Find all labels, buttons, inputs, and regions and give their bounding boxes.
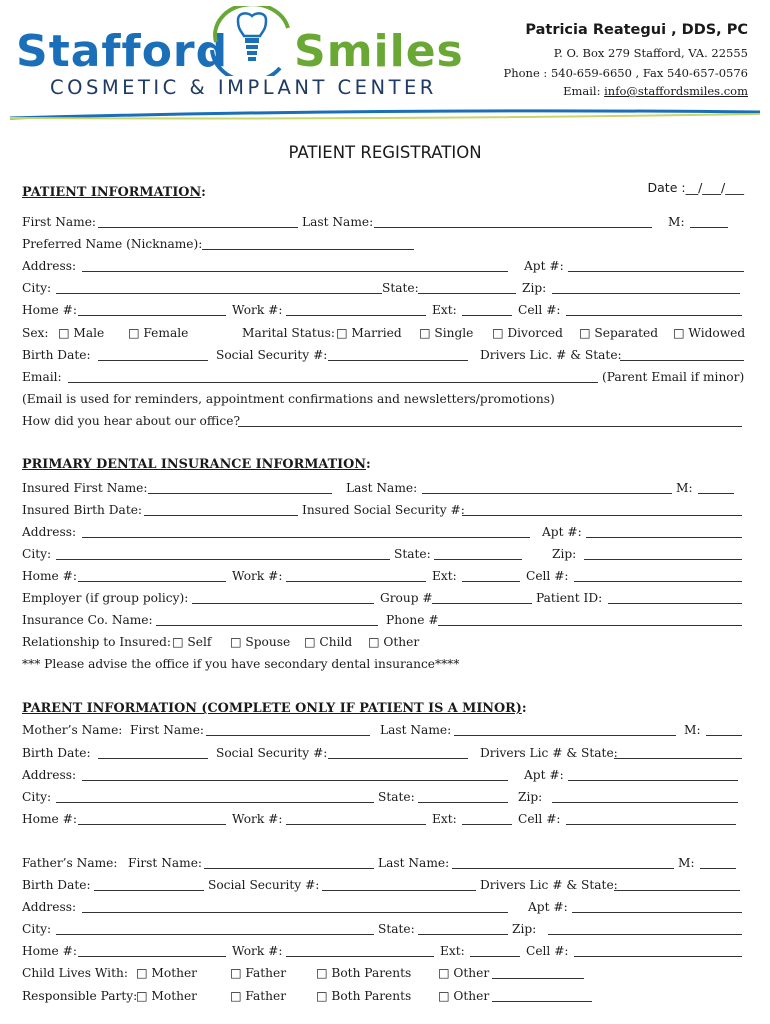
field-label: Marital Status: (242, 326, 336, 340)
field-label: Home #: (22, 303, 77, 317)
field-label: Insured Birth Date: (22, 503, 143, 517)
father-last-name-field[interactable] (452, 853, 674, 869)
row-address (22, 256, 748, 276)
patient-info-heading: PATIENT INFORMATION: (22, 185, 206, 200)
field-label: Relationship to Insured: (22, 635, 172, 649)
checkbox-widowed[interactable]: □ Widowed (673, 326, 746, 340)
birth-date-field[interactable] (98, 345, 208, 361)
zip-field[interactable] (552, 278, 740, 294)
field-label: Zip: (518, 790, 543, 804)
field-label: Home #: (22, 944, 77, 958)
field-label: Drivers Lic # & State: (480, 746, 618, 760)
mother-apt-field[interactable] (568, 765, 738, 781)
field-label: Home #: (22, 569, 77, 583)
field-label: Mother’s Name: (22, 723, 123, 737)
field-label: Address: (22, 900, 77, 914)
field-label: Insured First Name: (22, 481, 148, 495)
practice-email-line (563, 84, 748, 98)
field-label: Child Lives With: (22, 966, 128, 980)
field-label: Preferred Name (Nickname): (22, 237, 203, 251)
mother-city-field[interactable] (56, 787, 374, 803)
field-label: Insured Social Security #: (302, 503, 465, 517)
practice-address: P. O. Box 279 Stafford, VA. 22555 (553, 46, 748, 60)
city-field[interactable] (56, 278, 382, 294)
resp-other-field[interactable] (492, 986, 592, 1002)
row-responsible-party (22, 986, 748, 1006)
employer-field[interactable] (192, 588, 374, 604)
field-label: Last Name: (346, 481, 418, 495)
field-label: Social Security #: (216, 746, 328, 760)
row-child-lives-with (22, 963, 748, 983)
lives-other-field[interactable] (492, 963, 584, 979)
work-phone-field[interactable] (286, 300, 426, 316)
field-label: Last Name: (378, 856, 450, 870)
father-birth-field[interactable] (94, 875, 204, 891)
field-label: Patient ID: (536, 591, 603, 605)
field-label: Birth Date: (22, 878, 91, 892)
insured-cell-field[interactable] (574, 566, 742, 582)
mother-home-field[interactable] (78, 809, 226, 825)
father-mi-field[interactable] (700, 853, 736, 869)
row-insured-name (22, 478, 748, 498)
field-label: Work #: (232, 812, 283, 826)
row-mother-city (22, 787, 748, 807)
field-label: Cell #: (518, 812, 561, 826)
field-label: City: (22, 790, 52, 804)
mother-last-name-field[interactable] (454, 720, 676, 736)
field-label: Last Name: (380, 723, 452, 737)
header-swoosh (0, 106, 770, 136)
mother-mi-field[interactable] (706, 720, 742, 736)
father-license-field[interactable] (614, 875, 740, 891)
insured-first-name-field[interactable] (148, 478, 332, 494)
field-label: State: (378, 790, 415, 804)
row-father-name (22, 853, 748, 873)
field-label: Apt #: (542, 525, 582, 539)
father-home-field[interactable] (78, 941, 226, 957)
page-title: PATIENT REGISTRATION (288, 143, 482, 162)
father-city-field[interactable] (56, 919, 374, 935)
father-apt-field[interactable] (572, 897, 742, 913)
field-label: Group # (380, 591, 433, 605)
mother-first-name-field[interactable] (206, 720, 370, 736)
insured-work-field[interactable] (286, 566, 426, 582)
checkbox-married[interactable]: □ Married (336, 326, 402, 340)
insured-apt-field[interactable] (586, 522, 742, 538)
field-label: Ext: (440, 944, 465, 958)
field-label: Address: (22, 259, 77, 273)
insured-ssn-field[interactable] (462, 500, 742, 516)
field-label: City: (22, 922, 52, 936)
field-label: Address: (22, 525, 77, 539)
insured-home-field[interactable] (78, 566, 226, 582)
patient-id-field[interactable] (608, 588, 742, 604)
checkbox-lives-father[interactable]: □ Father (230, 966, 287, 980)
row-preferred-name (22, 234, 748, 254)
row-relationship (22, 632, 748, 652)
field-label: Work #: (232, 944, 283, 958)
checkbox-resp-both[interactable]: □ Both Parents (316, 989, 412, 1003)
checkbox-male[interactable]: □ Male (58, 326, 105, 340)
field-label: Drivers Lic # & State: (480, 878, 618, 892)
mother-zip-field[interactable] (552, 787, 738, 803)
mother-ssn-field[interactable] (328, 743, 468, 759)
checkbox-lives-mother[interactable]: □ Mother (136, 966, 197, 980)
mother-license-field[interactable] (614, 743, 742, 759)
logo (14, 6, 464, 106)
date-field[interactable]: Date :__/___/___ (647, 180, 744, 195)
last-name-field[interactable] (374, 212, 652, 228)
practice-name: Patricia Reategui , DDS, PC (525, 22, 748, 38)
field-label: M: (684, 723, 701, 737)
middle-initial-field[interactable] (690, 212, 728, 228)
field-label: Insurance Co. Name: (22, 613, 153, 627)
row-employer (22, 588, 748, 608)
field-label: Cell #: (526, 944, 569, 958)
field-label: Father’s Name: (22, 856, 118, 870)
address-field[interactable] (82, 256, 508, 272)
field-label: Work #: (232, 303, 283, 317)
field-label: Zip: (522, 281, 547, 295)
field-label: First Name: (130, 723, 205, 737)
row-insured-birth (22, 500, 748, 520)
row-father-address (22, 897, 748, 917)
apt-field[interactable] (568, 256, 744, 272)
field-label: Zip: (552, 547, 577, 561)
row-insurance-co (22, 610, 748, 630)
field-label: Work #: (232, 569, 283, 583)
field-label: Apt #: (524, 259, 564, 273)
insured-mi-field[interactable] (698, 478, 734, 494)
field-label: Ext: (432, 303, 457, 317)
row-father-city (22, 919, 748, 939)
field-label: Apt #: (528, 900, 568, 914)
mother-ext-field[interactable] (462, 809, 512, 825)
row-father-phones (22, 941, 748, 961)
field-label: State: (382, 281, 419, 295)
mother-state-field[interactable] (418, 787, 508, 803)
field-label: Social Security #: (216, 348, 328, 362)
checkbox-lives-both[interactable]: □ Both Parents (316, 966, 412, 980)
row-mother-birth (22, 743, 748, 763)
ext-field[interactable] (462, 300, 512, 316)
field-label: Apt #: (524, 768, 564, 782)
field-label: (Parent Email if minor) (602, 370, 745, 384)
row-insured-city (22, 544, 748, 564)
tooth-implant-icon (202, 6, 302, 76)
field-label: Sex: (22, 326, 49, 340)
father-cell-field[interactable] (574, 941, 742, 957)
row-mother-address (22, 765, 748, 785)
field-label: First Name: (128, 856, 203, 870)
first-name-field[interactable] (98, 212, 298, 228)
father-work-field[interactable] (286, 941, 434, 957)
row-sex-marital (22, 323, 748, 343)
mother-cell-field[interactable] (566, 809, 736, 825)
field-label: Cell #: (526, 569, 569, 583)
insured-city-field[interactable] (56, 544, 390, 560)
field-label: Ext: (432, 812, 457, 826)
row-father-birth (22, 875, 748, 895)
ssn-field[interactable] (328, 345, 468, 361)
row-referral (22, 411, 748, 431)
checkbox-separated[interactable]: □ Separated (579, 326, 659, 340)
row-mother-phones (22, 809, 748, 829)
father-address-field[interactable] (82, 897, 508, 913)
field-label: Employer (if group policy): (22, 591, 189, 605)
checkbox-resp-other[interactable]: □ Other (438, 989, 490, 1003)
checkbox-self[interactable]: □ Self (172, 635, 212, 649)
field-label: Address: (22, 768, 77, 782)
email-label: Email: (563, 84, 605, 98)
logo-word-stafford: Stafford (16, 26, 229, 77)
field-label: Email: (22, 370, 62, 384)
cell-field[interactable] (566, 300, 742, 316)
checkbox-other[interactable]: □ Other (368, 635, 420, 649)
parent-heading: PARENT INFORMATION (COMPLETE ONLY IF PATIENT IS A MINOR): (22, 701, 527, 716)
father-ssn-field[interactable] (322, 875, 476, 891)
field-label: Responsible Party: (22, 989, 138, 1003)
home-phone-field[interactable] (78, 300, 226, 316)
mother-work-field[interactable] (286, 809, 426, 825)
field-label: Drivers Lic. # & State: (480, 348, 622, 362)
email-link[interactable]: info@staffordsmiles.com (604, 84, 748, 98)
field-label: Ext: (432, 569, 457, 583)
checkbox-female[interactable]: □ Female (128, 326, 189, 340)
group-field[interactable] (432, 588, 532, 604)
field-label: City: (22, 281, 52, 295)
field-label: State: (394, 547, 431, 561)
email-field[interactable] (68, 367, 598, 383)
row-mother-name (22, 720, 748, 740)
field-label: Zip: (512, 922, 537, 936)
checkbox-spouse[interactable]: □ Spouse (230, 635, 291, 649)
row-city (22, 278, 748, 298)
row-birth-ssn (22, 345, 748, 365)
insured-ext-field[interactable] (462, 566, 520, 582)
state-field[interactable] (418, 278, 516, 294)
logo-tagline: COSMETIC & IMPLANT CENTER (50, 76, 437, 99)
field-label: Birth Date: (22, 746, 91, 760)
father-first-name-field[interactable] (204, 853, 374, 869)
insured-last-name-field[interactable] (422, 478, 672, 494)
license-field[interactable] (620, 345, 744, 361)
mother-address-field[interactable] (82, 765, 508, 781)
checkbox-lives-other[interactable]: □ Other (438, 966, 490, 980)
secondary-insurance-note: *** Please advise the office if you have secondary dental insurance**** (22, 657, 460, 671)
checkbox-single[interactable]: □ Single (419, 326, 474, 340)
field-label: Social Security #: (208, 878, 320, 892)
father-state-field[interactable] (418, 919, 508, 935)
practice-phone-fax: Phone : 540-659-6650 , Fax 540-657-0576 (503, 66, 748, 80)
checkbox-resp-mother[interactable]: □ Mother (136, 989, 197, 1003)
email-note: (Email is used for reminders, appointment confirmations and newsletters/promotions) (22, 392, 555, 406)
field-label: Cell #: (518, 303, 561, 317)
mother-birth-field[interactable] (98, 743, 208, 759)
field-label: Last Name: (302, 215, 374, 229)
insured-address-field[interactable] (82, 522, 530, 538)
insurance-heading: PRIMARY DENTAL INSURANCE INFORMATION: (22, 457, 371, 472)
field-label: Phone # (386, 613, 439, 627)
checkbox-divorced[interactable]: □ Divorced (492, 326, 563, 340)
field-label: Birth Date: (22, 348, 91, 362)
father-zip-field[interactable] (548, 919, 742, 935)
field-label: M: (668, 215, 685, 229)
row-patient-name (22, 212, 748, 232)
checkbox-child[interactable]: □ Child (304, 635, 353, 649)
insured-birth-field[interactable] (144, 500, 298, 516)
referral-field[interactable] (238, 411, 742, 427)
insurance-phone-field[interactable] (438, 610, 742, 626)
field-label: M: (676, 481, 693, 495)
field-label: State: (378, 922, 415, 936)
row-insured-address (22, 522, 748, 542)
insurance-co-field[interactable] (156, 610, 378, 626)
row-insured-phones (22, 566, 748, 586)
logo-word-smiles: Smiles (294, 26, 464, 77)
row-email (22, 367, 748, 387)
field-label: How did you hear about our office? (22, 414, 241, 428)
row-phones (22, 300, 748, 320)
field-label: Home #: (22, 812, 77, 826)
preferred-name-field[interactable] (202, 234, 414, 250)
field-label: First Name: (22, 215, 97, 229)
field-label: City: (22, 547, 52, 561)
insured-zip-field[interactable] (584, 544, 742, 560)
insured-state-field[interactable] (434, 544, 522, 560)
father-ext-field[interactable] (470, 941, 520, 957)
field-label: M: (678, 856, 695, 870)
checkbox-resp-father[interactable]: □ Father (230, 989, 287, 1003)
